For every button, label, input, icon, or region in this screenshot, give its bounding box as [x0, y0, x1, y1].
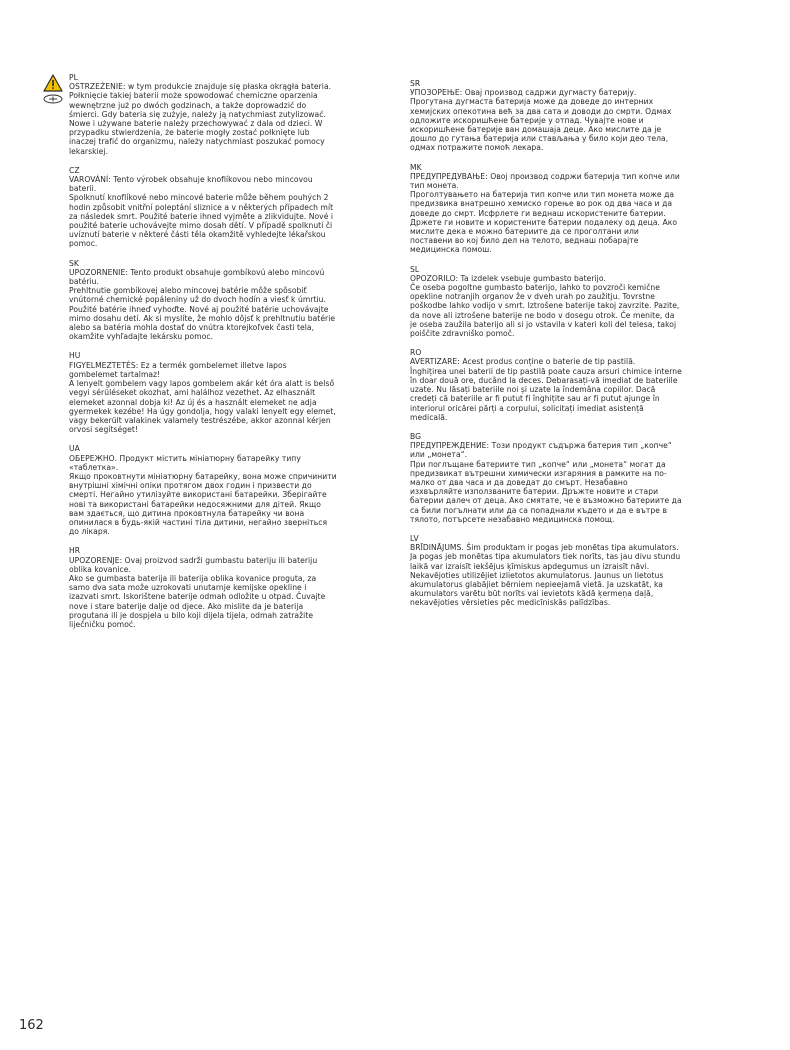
warning-body: Połknięcie takiej baterii może spowodować chemiczne oparzenia wewnętrzne już po dwóch godzinach, a także doprowadzić do śmierci. Gdy bateria się zużyje, należy ją natychmiast zutylizować. Nowe i używane baterie należy przechowywać z dala od dzieci. W przypadku stwierdzenia, że baterie mogły zostać połknięte lub inaczej trafić do organizmu, należy natychmiast poszukać pomocy lekarskiej. [69, 91, 326, 156]
warning-heading: VAROVÁNÍ: Tento výrobek obsahuje knoflíkovou nebo mincovou baterii. [69, 175, 313, 194]
warning-heading: UPOZORENJE: Ovaj proizvod sadrži gumbastu bateriju ili bateriju oblika kovanice. [69, 555, 318, 574]
language-code: PL [69, 73, 79, 82]
warning-section-sk [69, 259, 337, 342]
warning-icons [43, 74, 65, 104]
warning-section-ua [69, 444, 337, 536]
language-code: BG [410, 431, 422, 441]
warning-heading: OPOZORILO: Ta izdelek vsebuje gumbasto baterijo. [410, 273, 606, 283]
warning-heading: OSTRZEŻENIE: w tym produkcie znajduje się płaska okrągła bateria. [69, 82, 332, 92]
warning-body: Če oseba pogoltne gumbasto baterijo, lahko to povzroči kemične opekline notranjih organov že v dveh urah po zaužitju. Tovrstne poškodbe lahko vodijo v smrt. Iztrošene baterije takoj zavrzite. Pazite, da nove ali iztrošene baterije ne bodo v dosegu otrok. Če menite, da je oseba zaužila baterijo ali si jo vstavila v kateri koli del telesa, takoj poiščite zdravniško pomoč. [410, 283, 680, 339]
language-code: LV [410, 533, 419, 543]
warning-section-mk [410, 163, 682, 255]
page-number: 162 [19, 1018, 44, 1033]
warning-heading: BRĪDINĀJUMS. Šim produktam ir pogas jeb monētas tipa akumulators. [410, 543, 679, 553]
coin-battery-icon [43, 94, 63, 104]
language-code: SR [410, 79, 421, 88]
warning-section-sl [410, 265, 682, 339]
warning-heading: UPOZORNENIE: Tento produkt obsahuje gombíkovú alebo mincovú batériu. [69, 267, 325, 287]
warning-heading: УПОЗОРЕЊЕ: Овај производ садржи дугмасту батерију. [410, 88, 637, 98]
warning-heading: ПРЕДУПРЕЖДЕНИЕ: Този продукт съдържа батерия тип „копче“ или „монета“. [410, 441, 672, 460]
left-column [69, 73, 337, 639]
warning-section-hr [69, 546, 337, 629]
warning-body: Якщо проковтнути мініатюрну батарейку, вона може спричинити внутрішні хімічні опіки протягом двох годин і призвести до смерті. Негайно утилізуйте використані батарейки. Зберігайте нові та використані батарейки недосяжними для дітей. Якщо вам здається, що дитина проковтнула батарейку чи вона опинилася в будь-якій частині тіла дитини, негайно зверніться до лікаря. [69, 471, 337, 537]
warning-body: Înghițirea unei baterii de tip pastilă poate cauza arsuri chimice interne în doar două ore, ducând la deces. Debarasați-vă imediat de bateriile uzate. Nu lăsați bateriile noi și uzate la îndemâna copiilor. Dacă credeți că bateriile ar fi putut fi înghițite sau ar fi putut ajunge în interiorul oricărei părți a corpului, solicitați imediat asistență medicală. [410, 366, 682, 422]
warning-body: Spolknutí knoflíkové nebo mincové baterie může během pouhých 2 hodin způsobit vnitřní poleptání sliznice a v některých případech mít za následek smrt. Použité baterie ihned vyjměte a zlikvidujte. Nové i použité baterie uchovávejte mimo dosah dětí. V případě spolknutí či uvíznutí baterie v některé části těla okamžitě vyhledejte lékařskou pomoc. [69, 193, 334, 249]
warning-body: При поглъщане батериите тип „копче“ или „монета“ могат да предизвикат вътрешни химически изгаряния в рамките на по-малко от два часа и да доведат до смърт. Незабавно изхвърляйте използваните батерии. Дръжте новите и стари батерии далеч от деца. Ако смятате, че е възможно батериите да са били погълнати или да са попаднали където и да е вътре в тялото, потърсете незабавно медицинска помощ. [410, 459, 682, 524]
language-code: SL [410, 264, 420, 274]
right-column [410, 79, 682, 618]
warning-body: Прогутана дугмаста батерија може да доведе до интерних хемијских опекотина већ за два сата и доводи до смрти. Одмах одложите искоришћене батерије у отпад. Чувајте нове и искоришћене батерије ван домашаја деце. Ако мислите да је дошло до гутања батерија или стављања у било који део тела, одмах потражите помоћ лекара. [410, 97, 672, 153]
warning-section-lv [410, 534, 682, 608]
language-code: UA [69, 444, 80, 454]
warning-heading: FIGYELMEZTETÉS: Ez a termék gombelemet illetve lapos gombelemet tartalmaz! [69, 360, 287, 379]
warning-body: Ja pogas jeb monētas tipa akumulators tiek norīts, tas jau divu stundu laikā var izraisīt iekšējus ķīmiskus apdegumus un izraisīt nāvi. Nekavējoties utilizējiet izlietotos akumulatorus. Jaunus un lietotus akumulatorus glabājiet bērniem nepieejamā vietā. Ja uzskatāt, ka akumulators varētu būt norīts vai ievietots kādā ķermeņa daļā, nekavējoties vērsieties pēc medicīniskās palīdzības. [410, 552, 681, 608]
warning-body: Проголтувањето на батерија тип копче или тип монета може да предизвика внатрешно хемиско горење во рок од два часа и да доведе до смрт. Исфрлете ги веднаш искористените батерии. Држете ги новите и користените батерии подалеку од деца. Ако мислите дека е можно батериите да се проголтани или поставени во кој било дел на телото, веднаш побарајте медицинска помош. [410, 190, 678, 255]
warning-heading: ПРЕДУПРЕДУВАЊЕ: Овој производ содржи батерија тип копче или тип монета. [410, 171, 680, 191]
warning-body: A lenyelt gombelem vagy lapos gombelem akár két óra alatt is belső vegyi sérüléseket okozhat, ami halálhoz vezethet. Az elhasznált elemeket azonnal dobja ki! Az új és a használt elemeket ne adja gyermekek kezébe! Ha úgy gondolja, hogy valaki lenyelt egy elemet, vagy bekerült valakinek valamely testrészébe, akkor azonnal kérjen orvosi segítséget! [69, 379, 336, 435]
language-code: MK [410, 162, 422, 172]
language-code: HR [69, 546, 81, 556]
language-code: CZ [69, 165, 80, 175]
language-code: SK [69, 258, 79, 268]
warning-body: Ako se gumbasta baterija ili baterija oblika kovanice progutа, za samo dva sata može uzrokovati unutarnje kemijske opekline i izazvati smrt. Iskorištene baterije odmah odložite u otpad. Čuvajte nove i stare baterije dalje od djece. Ako mislite da je baterija progutana ili je dospjela u bilo koji dijela tijela, odmah zatražite liječničku pomoć. [69, 573, 326, 629]
warning-section-bg [410, 432, 682, 524]
warning-section-cz [69, 166, 337, 249]
warning-heading: AVERTIZARE: Acest produs conține o baterie de tip pastilă. [410, 357, 636, 367]
warning-heading: ОБЕРЕЖНО. Продукт містить мініатюрну батарейку типу «таблетка». [69, 453, 301, 472]
warning-triangle-icon [43, 74, 63, 92]
warning-body: Prehltnutie gombíkovej alebo mincovej batérie môže spôsobiť vnútorné chemické popáleniny už do dvoch hodín a viesť k úmrtiu. Použité batérie ihneď vyhoďte. Nové aj použité batérie uchovávajte mimo dosahu detí. Ak si myslíte, že mohlo dôjsť k prehltnutiu batérie alebo sa batéria mohla dostať do vnútra ktorejkoľvek časti tela, okamžite vyhľadajte lekársku pomoc. [69, 286, 336, 342]
language-code: HU [69, 351, 81, 361]
warning-section-hu [69, 351, 337, 434]
language-code: RO [410, 348, 422, 358]
warning-section-ro [410, 348, 682, 422]
warning-section-pl [69, 73, 337, 156]
warning-section-sr [410, 79, 682, 153]
